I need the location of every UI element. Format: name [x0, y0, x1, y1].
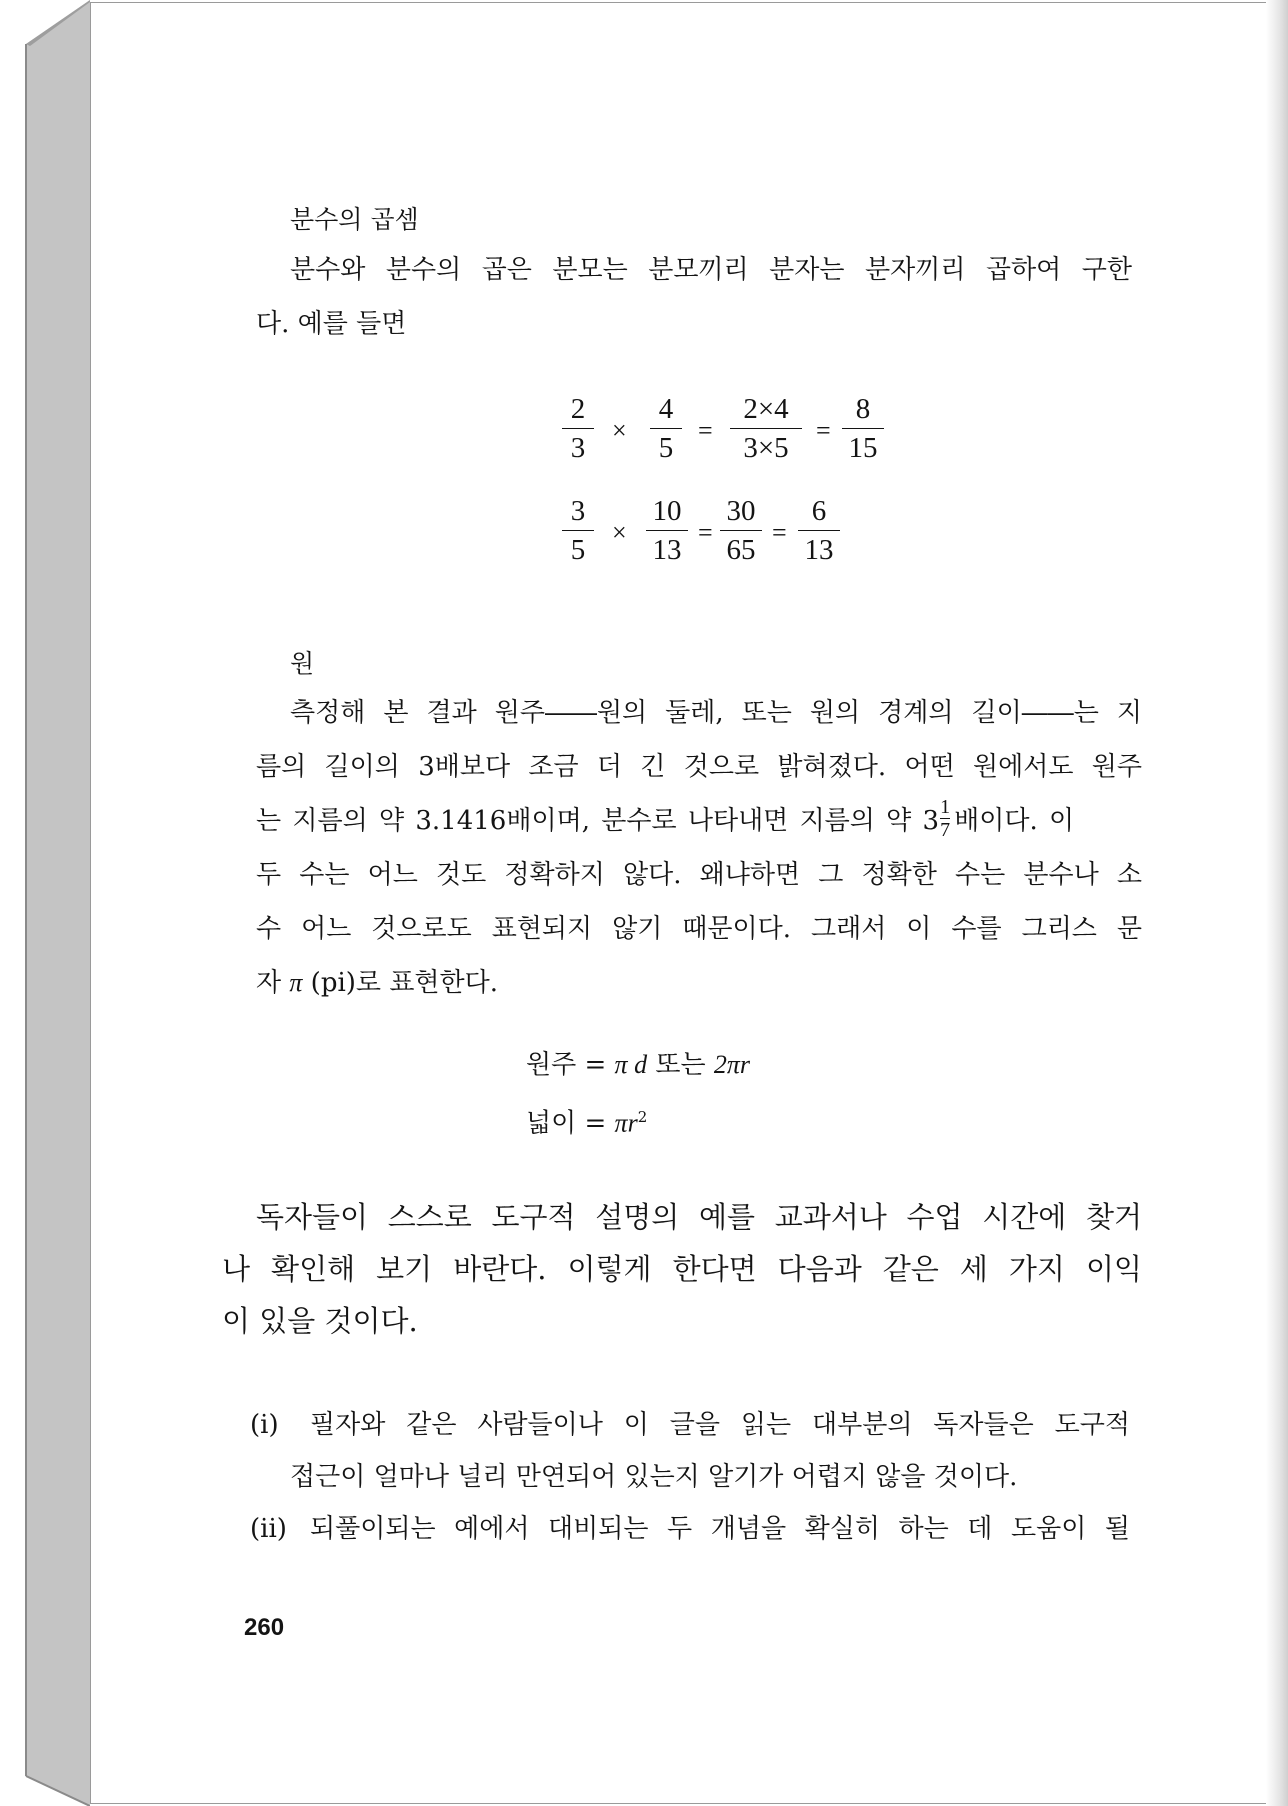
- formula-label: 원주 =: [526, 1050, 615, 1080]
- fraction: [842, 392, 884, 465]
- text-span: 또는: [647, 1050, 714, 1080]
- numerator: 4: [658, 393, 674, 425]
- fraction: [646, 494, 688, 567]
- numerator: 2×4: [743, 393, 789, 425]
- formula-label: 넓이 =: [526, 1108, 615, 1139]
- denominator: 15: [848, 432, 878, 464]
- fraction: [720, 494, 762, 567]
- times-sign: ×: [612, 416, 627, 445]
- list-item-line: 필자와 같은 사람들이나 이 글을 읽는 대부분의 독자들은 도구적: [310, 1410, 1130, 1440]
- area-formula: [526, 1090, 647, 1151]
- fraction: [562, 494, 594, 567]
- paragraph-line: 독자들이 스스로 도구적 설명의 예를 교과서나 수업 시간에 찾거: [256, 1200, 1142, 1234]
- pi-symbol: π: [289, 968, 303, 997]
- equals-sign: =: [698, 518, 713, 547]
- denominator: 5: [570, 534, 586, 566]
- denominator: 13: [652, 534, 682, 566]
- paragraph-line: 름의 길이의 3배보다 조금 더 긴 것으로 밝혀졌다. 어떤 원에서도 원주: [256, 752, 1142, 782]
- section-heading-circle: 원: [290, 649, 315, 678]
- times-sign: ×: [612, 518, 627, 547]
- denominator: 13: [804, 534, 834, 566]
- text-span: 배이다. 이: [954, 806, 1075, 836]
- equals-sign: =: [698, 416, 713, 445]
- denominator: 65: [726, 534, 756, 566]
- paragraph-line: 분수와 분수의 곱은 분모는 분모끼리 분자는 분자끼리 곱하여 구한: [290, 255, 1132, 285]
- numerator: 3: [570, 495, 586, 527]
- equals-sign: =: [816, 416, 831, 445]
- paragraph-line-with-fraction: [256, 794, 1142, 848]
- paragraph-line: [256, 956, 498, 1010]
- list-marker: (ii): [250, 1514, 287, 1544]
- denominator: 3×5: [743, 432, 789, 464]
- paragraph-line: 측정해 본 결과 원주――원의 둘레, 또는 원의 경계의 길이――는 지: [290, 698, 1142, 728]
- fraction: [730, 392, 802, 465]
- fraction: [650, 392, 682, 465]
- numerator: 1: [940, 795, 951, 818]
- denominator: 3: [570, 432, 586, 464]
- numerator: 6: [811, 495, 827, 527]
- circumference-formula: [526, 1038, 750, 1092]
- list-marker: (i): [250, 1410, 279, 1440]
- paragraph-line: 수 어느 것으로도 표현되지 않기 때문이다. 그래서 이 수를 그리스 문: [256, 914, 1142, 944]
- page-edge: [1266, 0, 1288, 1806]
- paragraph-line: 두 수는 어느 것도 정확하지 않다. 왜냐하면 그 정확한 수는 분수나 소: [256, 860, 1142, 890]
- text-span: 는 지름의 약 3.1416배이며, 분수로 나타내면 지름의 약 3: [256, 806, 940, 836]
- formula-expression: 2πr: [713, 1050, 750, 1079]
- fraction: [562, 392, 594, 465]
- paragraph-line: 다. 예를 들면: [256, 309, 407, 339]
- formula-expression: π d: [614, 1050, 648, 1079]
- fraction: [798, 494, 840, 567]
- paragraph-line: 나 확인해 보기 바란다. 이렇게 한다면 다음과 같은 세 가지 이익: [222, 1252, 1142, 1286]
- text-span: 자: [256, 968, 290, 998]
- numerator: 30: [726, 495, 756, 527]
- list-item-line: 접근이 얼마나 널리 만연되어 있는지 알기가 어렵지 않을 것이다.: [290, 1462, 1018, 1492]
- text-span: (pi)로 표현한다.: [302, 968, 499, 998]
- equals-sign: =: [772, 518, 787, 547]
- list-item-line: 되풀이되는 예에서 대비되는 두 개념을 확실히 하는 데 도움이 될: [310, 1514, 1130, 1544]
- denominator: 5: [658, 432, 674, 464]
- numerator: 8: [855, 393, 871, 425]
- numerator: 2: [570, 393, 586, 425]
- denominator: 7: [940, 818, 951, 841]
- inline-fraction: [940, 796, 950, 841]
- exponent: 2: [637, 1108, 648, 1126]
- numerator: 10: [652, 495, 682, 527]
- section-heading-fraction-multiplication: 분수의 곱셈: [290, 205, 419, 234]
- paragraph-line: 이 있을 것이다.: [222, 1304, 418, 1338]
- book-spine: [0, 0, 90, 1806]
- page-number: 260: [244, 1614, 285, 1641]
- formula-expression: πr: [614, 1108, 638, 1138]
